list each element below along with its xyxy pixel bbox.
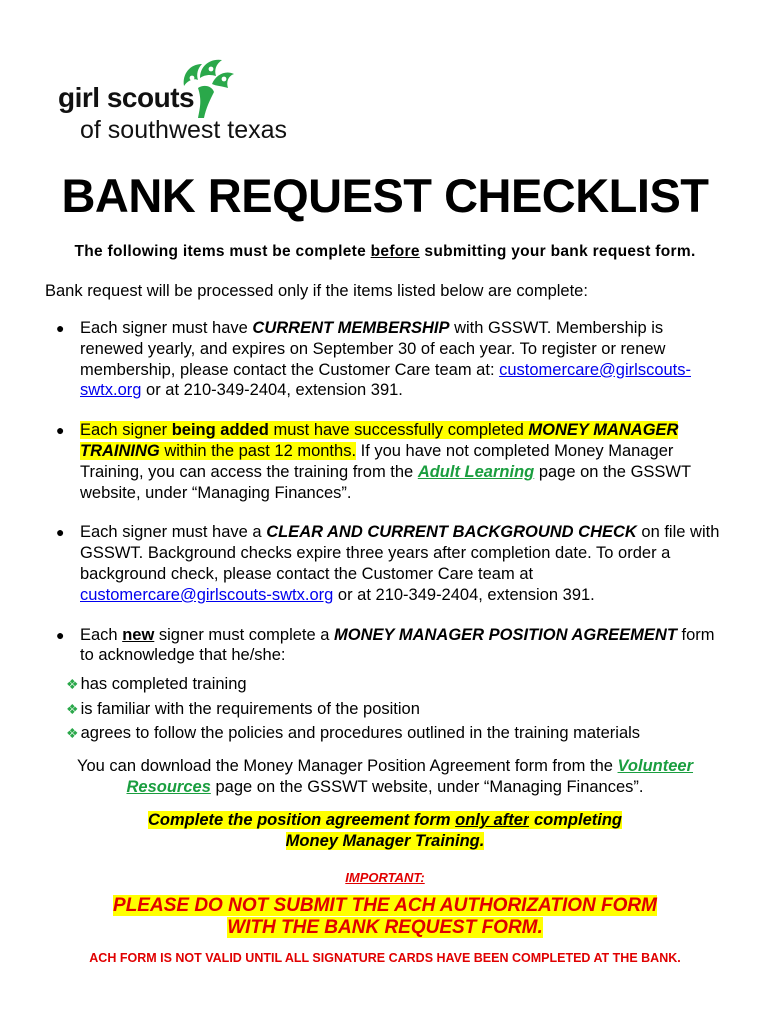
page-title: BANK REQUEST CHECKLIST — [61, 169, 709, 222]
checklist-item-membership: ● Each signer must have CURRENT MEMBERSHIP with GSSWT. Membership is renewed yearly, and expires on September 30 of each year. To register or renew membership, please contact the Customer Care team at: customercare@girlscouts-swtx.org or at 210-349-2404, extension 391. — [56, 319, 691, 400]
adult-learning-link[interactable]: Adult Learning — [417, 462, 535, 481]
checklist-item-background-check: ● Each signer must have a CLEAR AND CURRENT BACKGROUND CHECK on file with GSSWT. Background checks expire three years after completion date. To order a background check, please contact the Customer Care team at customercare@girlscouts-swtx.org or at 210-349-2404, extension 391. — [56, 523, 720, 604]
checklist-item-position-agreement: ● Each new signer must complete a MONEY MANAGER POSITION AGREEMENT form to acknowledge that he/she: — [56, 625, 715, 665]
training-notice: Complete the position agreement form only after completing Money Manager Training. — [148, 811, 622, 850]
customer-care-email-link[interactable]: customercare@girlscouts-swtx.org — [80, 360, 691, 400]
agreement-subitems — [66, 672, 726, 746]
logo-text-council: of southwest texas — [80, 116, 288, 144]
bullet-icon: ● — [56, 524, 65, 541]
girl-scouts-logo — [58, 58, 318, 153]
ach-warning: PLEASE DO NOT SUBMIT THE ACH AUTHORIZATION FORM WITH THE BANK REQUEST FORM. — [113, 895, 657, 938]
customer-care-email-link[interactable]: customercare@girlscouts-swtx.org — [80, 585, 334, 604]
diamond-bullet-icon: ❖ — [66, 700, 79, 717]
download-instructions: You can download the Money Manager Position Agreement form from the Volunteer Resources page on the GSSWT website, under “Managing Finances”. — [76, 757, 694, 796]
logo-text-girl-scouts: girl scouts — [58, 82, 195, 113]
diamond-bullet-icon: ❖ — [66, 676, 79, 692]
ach-note: ACH FORM IS NOT VALID UNTIL ALL SIGNATURE CARDS HAVE BEEN COMPLETED AT THE BANK. — [89, 951, 681, 965]
intro-text: Bank request will be processed only if the items listed below are complete: — [45, 282, 588, 300]
bullet-icon: ● — [56, 626, 65, 643]
subitem: ❖ agrees to follow the policies and procedures outlined in the training materials — [66, 724, 641, 742]
volunteer-resources-link[interactable]: Volunteer Resources — [126, 757, 694, 796]
bullet-icon: ● — [56, 422, 65, 439]
subtitle: The following items must be complete before submitting your bank request form. — [74, 243, 696, 260]
important-label: IMPORTANT: — [345, 870, 425, 885]
checklist-item-training: ● Each signer being added must have successfully completed MONEY MANAGER TRAINING within the past 12 months. If you have not completed Money Manager Training, you can access the training from the Adult Learning page on the GSSWT website, under “Managing Finances”. — [56, 421, 691, 502]
checklist — [56, 318, 728, 685]
diamond-bullet-icon: ❖ — [66, 725, 79, 741]
subitem: ❖ has completed training — [66, 675, 247, 693]
bullet-icon: ● — [56, 320, 65, 336]
subitem: ❖ is familiar with the requirements of the position — [66, 699, 420, 718]
